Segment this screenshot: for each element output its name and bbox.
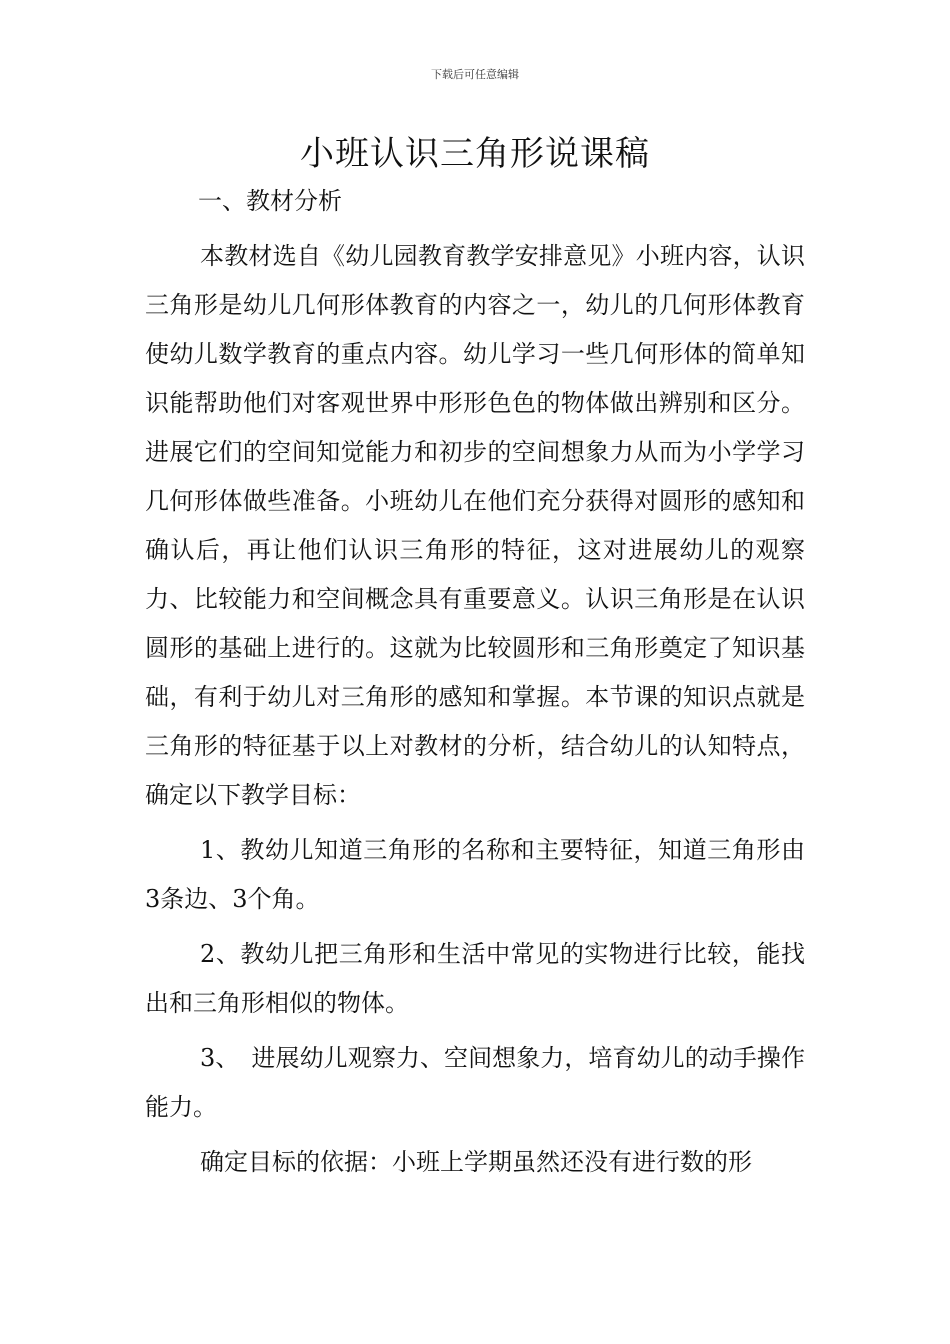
page-title: 小班认识三角形说课稿 xyxy=(300,134,650,174)
section-heading: 一、教材分析 xyxy=(198,187,342,215)
document-body xyxy=(145,177,805,1187)
page-header-note: 下载后可任意编辑 xyxy=(431,68,519,81)
paragraph-goal-3: 3、 进展幼儿观察力、空间想象力，培育幼儿的动手操作能力。 xyxy=(145,1044,805,1121)
paragraph-goal-1: 1、教幼儿知道三角形的名称和主要特征，知道三角形由3条边、3个角。 xyxy=(145,836,805,913)
paragraph-goal-basis: 确定目标的依据：小班上学期虽然还没有进行数的形 xyxy=(200,1148,752,1176)
paragraph-textbook-analysis: 本教材选自《幼儿园教育教学安排意见》小班内容，认识三角形是幼儿几何形体教育的内容之一，幼儿的几何形体教育使幼儿数学教育的重点内容。幼儿学习一些几何形体的简单知识能帮助他们对客观世界中形形色色的物体做出辨别和区分。进展它们的空间知觉能力和初步的空间想象力从而为小学学习几何形体做些准备。小班幼儿在他们充分获得对圆形的感知和确认后，再让他们认识三角形的特征，这对进展幼儿的观察力、比较能力和空间概念具有重要意义。认识三角形是在认识圆形的基础上进行的。这就为比较圆形和三角形奠定了知识基础，有利于幼儿对三角形的感知和掌握。本节课的知识点就是三角形的特征基于以上对教材的分析，结合幼儿的认知特点，确定以下教学目标： xyxy=(145,242,805,809)
paragraph-goal-2: 2、教幼儿把三角形和生活中常见的实物进行比较，能找出和三角形相似的物体。 xyxy=(145,940,805,1017)
